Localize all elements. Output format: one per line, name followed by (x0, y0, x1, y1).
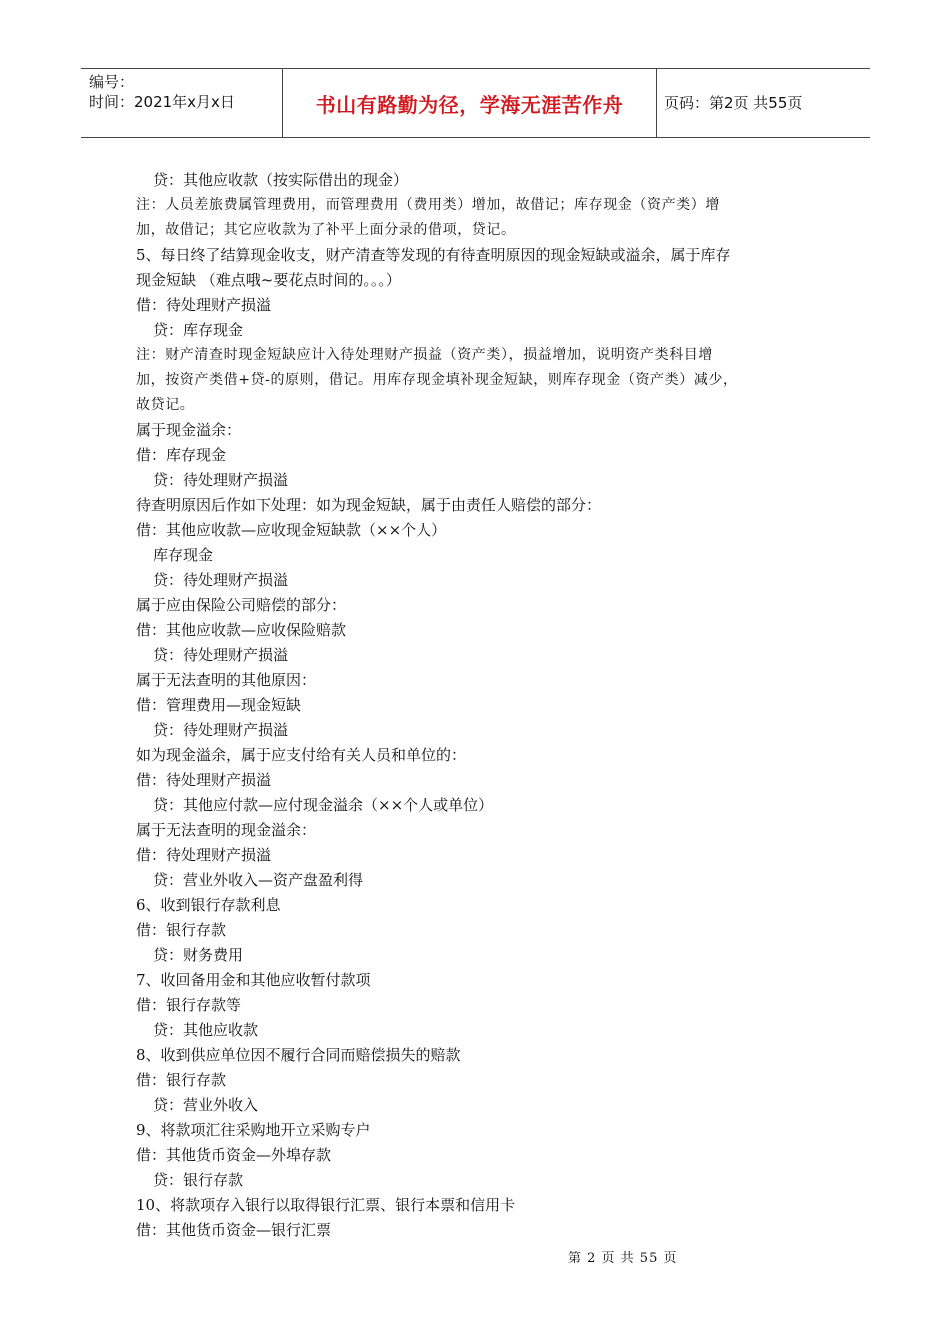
text-line: 待查明原因后作如下处理：如为现金短缺，属于由责任人赔偿的部分： (136, 496, 602, 514)
text-line: 现金短缺 （难点哦~要花点时间的。。。） (136, 271, 401, 289)
text-line: 8、收到供应单位因不履行合同而赔偿损失的赔款 (136, 1046, 461, 1064)
document-body (136, 168, 826, 1243)
note-line: 加，故借记；其它应收款为了补平上面分录的借项，贷记。 (136, 222, 516, 238)
text-line: 贷：营业外收入 (153, 1096, 259, 1114)
text-line: 贷：待处理财产损溢 (153, 646, 289, 664)
text-line: 借：银行存款 (136, 1071, 227, 1089)
text-line: 贷：待处理财产损溢 (153, 571, 289, 589)
text-line: 9、将款项汇往采购地开立采购专户 (136, 1121, 371, 1139)
note-line: 注：财产清查时现金短缺应计入待处理财产损益（资产类），损益增加，说明资产类科目增 (136, 347, 713, 363)
text-line: 贷：营业外收入—资产盘盈利得 (153, 871, 364, 889)
text-line: 10、将款项存入银行以取得银行汇票、银行本票和信用卡 (136, 1196, 516, 1214)
text-line: 贷：其他应收款（按实际借出的现金） (153, 171, 409, 189)
text-line: 贷：库存现金 (153, 321, 244, 339)
text-line: 属于无法查明的现金溢余： (136, 821, 317, 839)
text-line: 借：其他货币资金—外埠存款 (136, 1146, 332, 1164)
text-line: 属于无法查明的其他原因： (136, 671, 317, 689)
text-line: 属于现金溢余： (136, 421, 242, 439)
page-info: 页码：第2页 共55页 (664, 94, 803, 112)
text-line: 库存现金 (153, 546, 214, 564)
number-label: 编号： (89, 73, 135, 91)
text-line: 贷：其他应付款—应付现金溢余（××个人或单位） (153, 796, 494, 814)
text-line: 借：库存现金 (136, 446, 227, 464)
text-line: 7、收回备用金和其他应收暂付款项 (136, 971, 371, 989)
text-line: 属于应由保险公司赔偿的部分： (136, 596, 347, 614)
text-line: 如为现金溢余，属于应支付给有关人员和单位的： (136, 746, 467, 764)
note-line: 加，按资产类借+贷-的原则，借记。用库存现金填补现金短缺，则库存现金（资产类）减少， (136, 372, 738, 388)
date-label: 时间：2021年x月x日 (89, 93, 235, 111)
text-line: 贷：其他应收款 (153, 1021, 259, 1039)
text-line: 借：其他货币资金—银行汇票 (136, 1221, 332, 1239)
text-line: 借：待处理财产损溢 (136, 846, 272, 864)
text-line: 贷：待处理财产损溢 (153, 471, 289, 489)
motto-text: 书山有路勤为径，学海无涯苦作舟 (315, 92, 624, 117)
text-line: 借：其他应收款—应收保险赔款 (136, 621, 347, 639)
text-line: 借：管理费用—现金短缺 (136, 696, 302, 714)
header-left-cell (81, 69, 282, 137)
text-line: 贷：银行存款 (153, 1171, 244, 1189)
text-line: 5、每日终了结算现金收支，财产清查等发现的有待查明原因的现金短缺或溢余，属于库存 (136, 246, 731, 264)
text-line: 借：其他应收款—应收现金短缺款（××个人） (136, 521, 447, 539)
text-line: 借：待处理财产损溢 (136, 771, 272, 789)
note-line: 故贷记。 (136, 397, 195, 413)
text-line: 借：银行存款等 (136, 996, 242, 1014)
page-header (81, 68, 870, 138)
page-footer: 第 2 页 共 55 页 (568, 1251, 678, 1266)
text-line: 贷：待处理财产损溢 (153, 721, 289, 739)
text-line: 6、收到银行存款利息 (136, 896, 281, 914)
text-line: 借：待处理财产损溢 (136, 296, 272, 314)
note-line: 注：人员差旅费属管理费用，而管理费用（费用类）增加，故借记；库存现金（资产类）增 (136, 197, 720, 213)
text-line: 贷：财务费用 (153, 946, 244, 964)
text-line: 借：银行存款 (136, 921, 227, 939)
header-motto-cell (282, 69, 657, 137)
